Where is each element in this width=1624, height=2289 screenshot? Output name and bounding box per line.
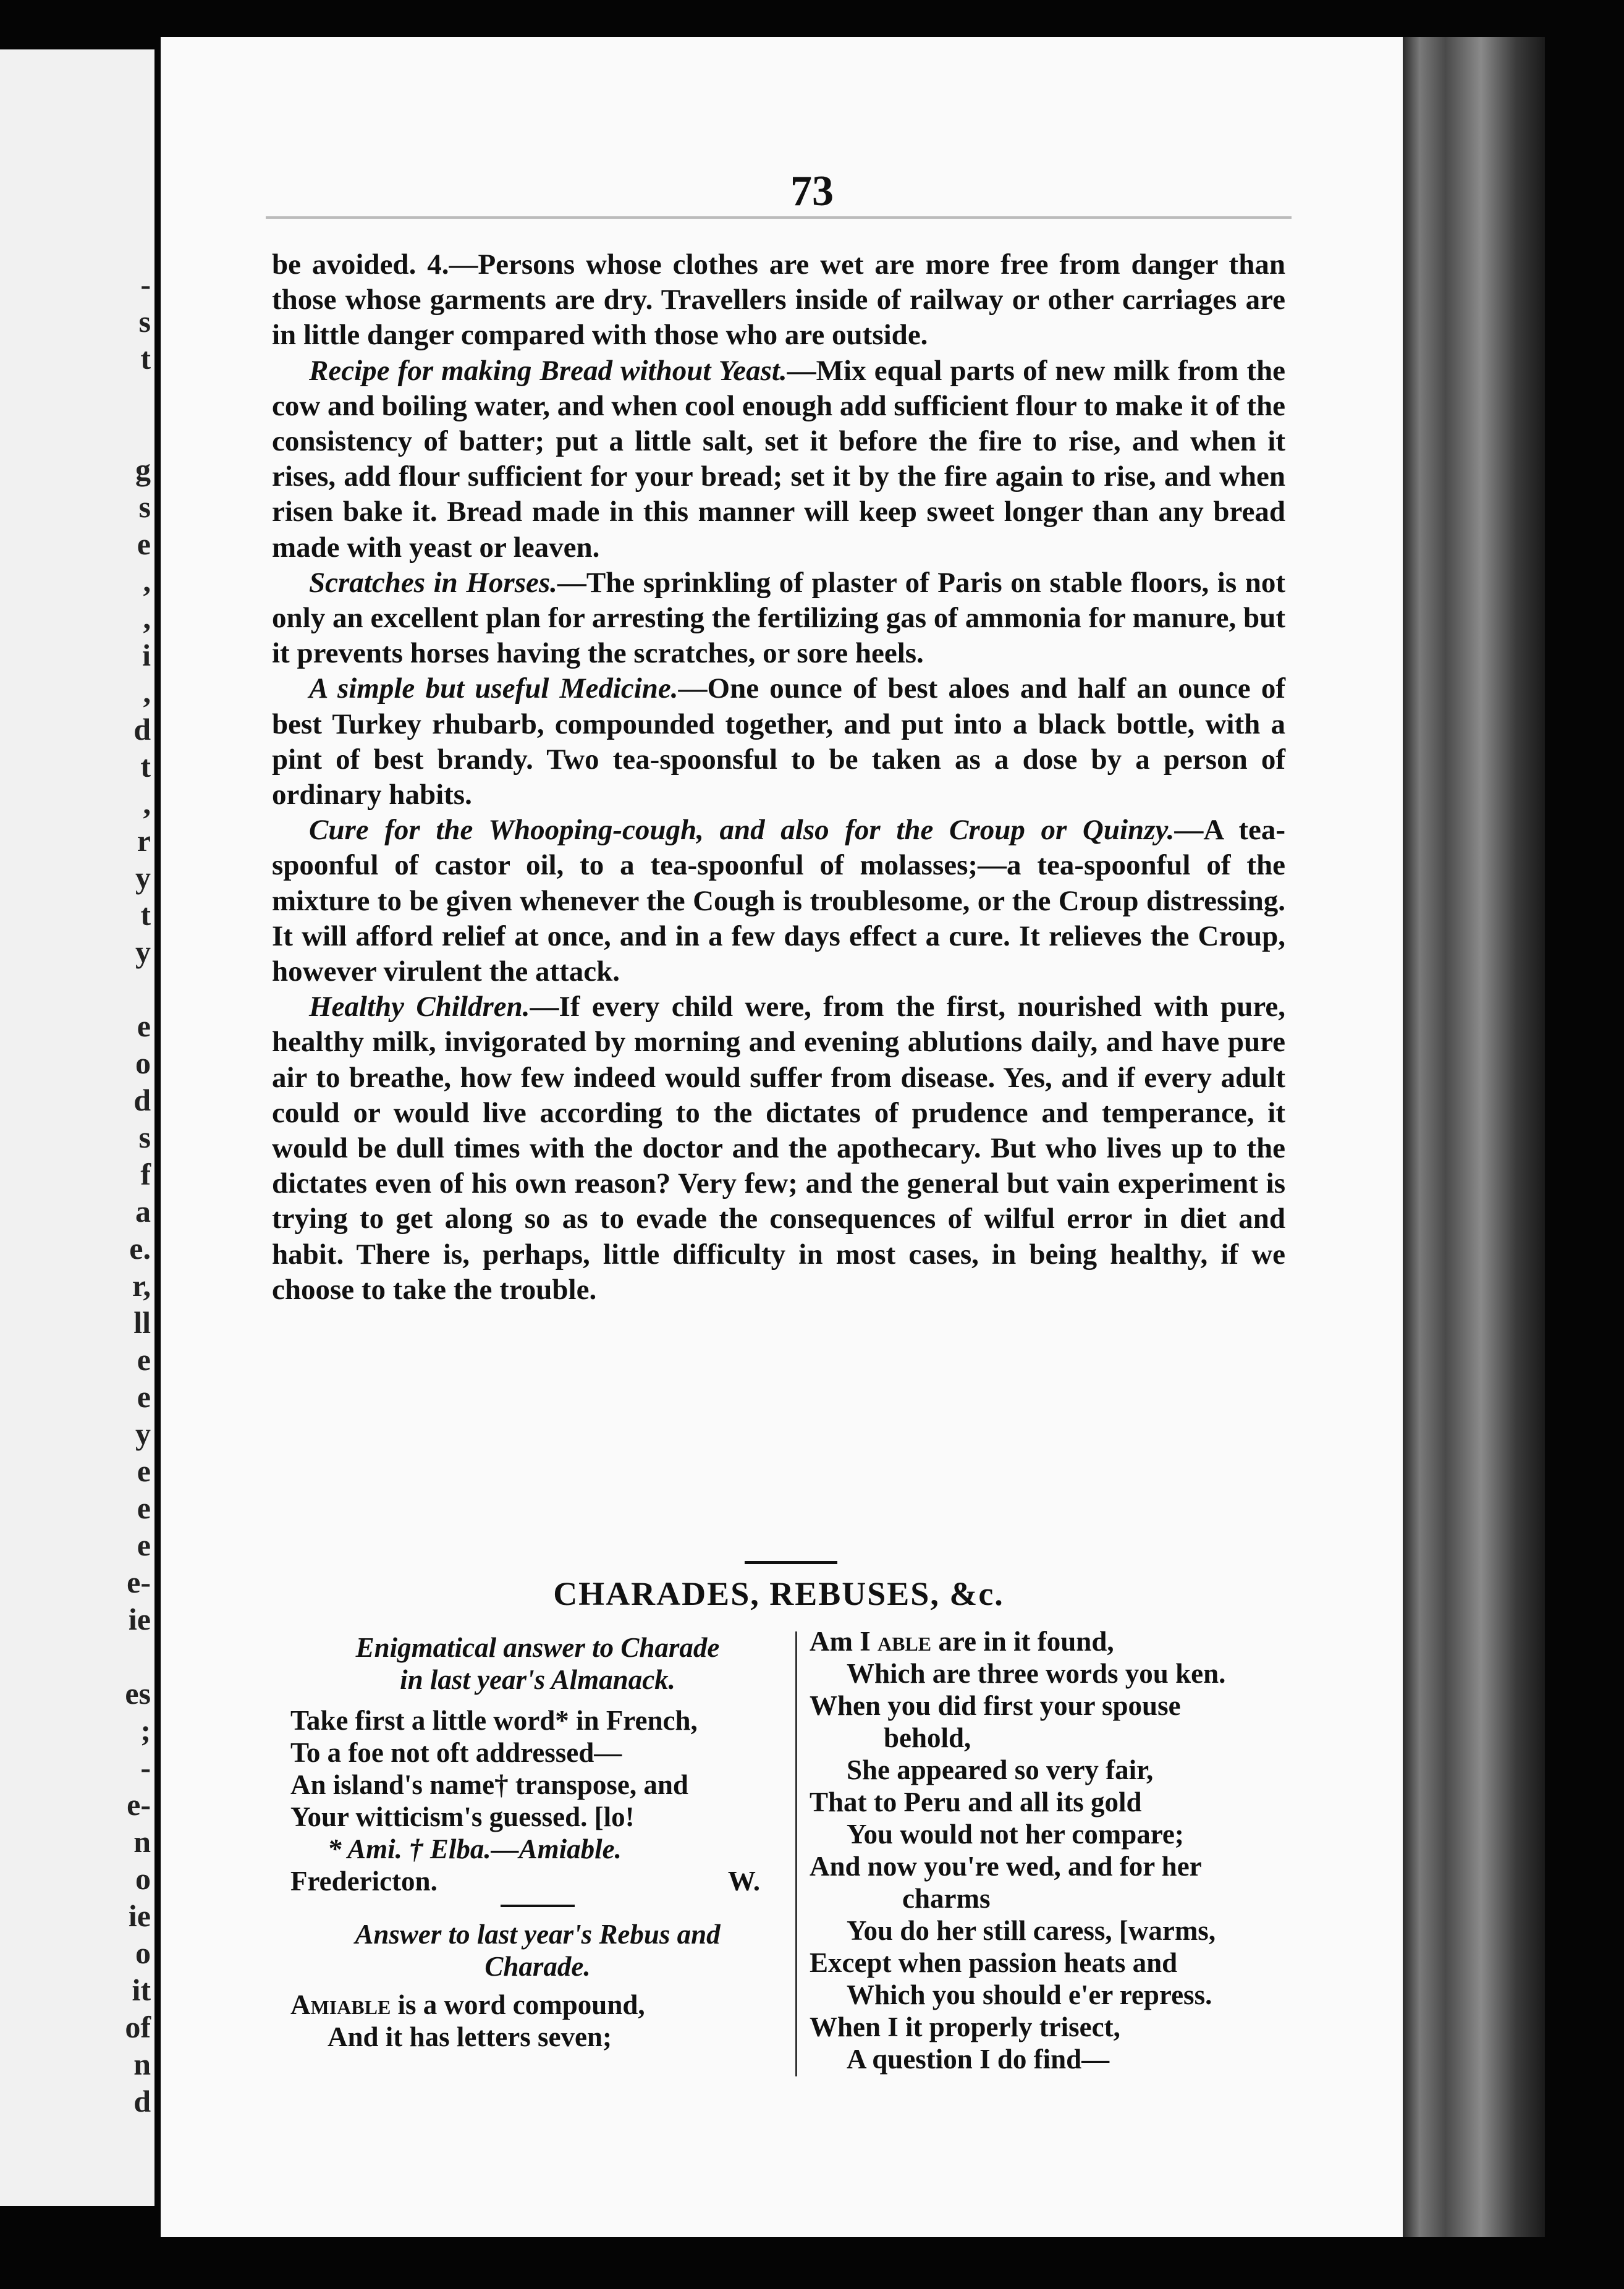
- footnote: * Ami. † Elba.—Amiable.: [328, 1834, 622, 1864]
- paragraph-title: Healthy Children.: [309, 991, 530, 1023]
- facing-page-edge-char: of: [125, 2010, 151, 2044]
- left-column: [290, 1631, 785, 2053]
- facing-page-edge-char: e-: [127, 1565, 151, 1599]
- facing-page-edge-char: e: [137, 527, 151, 561]
- facing-page-edge-char: -: [140, 267, 151, 302]
- facing-page-edge-char: ,: [143, 564, 151, 598]
- facing-page-edge-char: s: [138, 489, 151, 524]
- facing-page-edge-char: r,: [132, 1268, 151, 1303]
- charade-answer-title-line: Enigmatical answer to Charade: [355, 1632, 720, 1663]
- paragraph-medicine: [272, 671, 1285, 813]
- paragraph-text: —Mix equal parts of new milk from the cow and boiling water, and when cool enough add sufficient flour to make it of the consistency of batter; put a little salt, set it before the fire to rise, and when it rises, add flour sufficient for your bread; set it by the fire again to rise, and when risen bake it. Bread made in this manner will keep sweet longer than any bread made with yeast or leaven.: [272, 354, 1285, 564]
- facing-page-edge-char: o: [135, 1936, 151, 1970]
- verse-text: Am I: [810, 1626, 871, 1657]
- facing-page-edge-char: t: [140, 341, 151, 376]
- small-caps-word: able: [870, 1626, 932, 1657]
- facing-page-edge-char: f: [140, 1157, 151, 1191]
- column-divider: [795, 1631, 797, 2076]
- facing-page-edge-char: ,: [143, 675, 151, 709]
- verse-line: [290, 1989, 785, 2021]
- facing-page-edge-char: ;: [140, 1713, 151, 1748]
- paragraph-whooping-cough: [272, 813, 1285, 989]
- verse-line: behold,: [884, 1722, 971, 1753]
- verse-line: And now you're wed, and for her: [810, 1851, 1202, 1882]
- facing-page-edge-char: t: [140, 749, 151, 784]
- column-rule: [501, 1905, 575, 1907]
- facing-page-edge-char: r: [137, 823, 151, 858]
- facing-page-edge-char: [125, 377, 151, 414]
- verse-line: She appeared so very fair,: [847, 1754, 1154, 1785]
- rebus-answer-title-line: Charade.: [484, 1951, 591, 1982]
- facing-page-edge-char: i: [142, 638, 151, 672]
- verse-line: You do her still caress, [warms,: [847, 1915, 1216, 1946]
- facing-page-edge-char: es: [125, 1676, 151, 1711]
- verse-line: An island's name† transpose, and: [290, 1769, 688, 1800]
- facing-page-edge-char: y: [135, 934, 151, 969]
- facing-page-edge-char: ie: [128, 1602, 151, 1636]
- page-fore-edge: [1403, 37, 1545, 2237]
- small-caps-word: Amiable: [290, 1989, 391, 2020]
- section-divider: [745, 1561, 837, 1564]
- paragraph-persons: [272, 247, 1285, 353]
- right-column: [810, 1625, 1304, 2075]
- verse-text: is a word compound,: [391, 1989, 645, 2020]
- paragraph-text: —One ounce of best aloes and half an ounce of best Turkey rhubarb, compounded together, and put into a black bottle, with a pint of best brandy. Two tea-spoonsful to be taken as a dose by a person of ordinary habits.: [272, 672, 1286, 811]
- facing-page-edge-char: e: [137, 1342, 151, 1377]
- facing-page-edge-char: ll: [133, 1305, 151, 1340]
- facing-page-edge-char: -: [140, 1750, 151, 1785]
- facing-page-edge-char: n: [133, 1824, 151, 1859]
- facing-page-edge-char: e: [137, 1009, 151, 1043]
- verse-line: When you did first your spouse: [810, 1690, 1181, 1721]
- verse-line: Which are three words you ken.: [847, 1658, 1226, 1689]
- rebus-answer-title-line: Answer to last year's Rebus and: [355, 1919, 721, 1950]
- verse-line: [810, 1625, 1304, 1657]
- verse-line: You would not her compare;: [847, 1819, 1184, 1850]
- verse-line: Take first a little word* in French,: [290, 1705, 698, 1736]
- paragraph-title: Scratches in Horses.: [309, 566, 557, 599]
- facing-page-edge-char: o: [135, 1046, 151, 1080]
- facing-page-edge-char: e: [137, 1453, 151, 1488]
- facing-page-edge-char: o: [135, 1861, 151, 1896]
- facing-page-edge-char: e: [137, 1379, 151, 1414]
- facing-page-edge-char: a: [135, 1194, 151, 1229]
- facing-page-edge-char: e: [137, 1528, 151, 1562]
- facing-page-edge-char: n: [133, 2047, 151, 2081]
- facing-page-edge-char: d: [133, 2084, 151, 2118]
- facing-page-edge-char: e-: [127, 1787, 151, 1822]
- facing-page-edge-char: s: [138, 1120, 151, 1154]
- facing-page-edge-char: t: [140, 897, 151, 932]
- paragraph-text: —The sprinkling of plaster of Paris on stable floors, is not only an excellent plan for arresting the fertilizing gas of ammonia for manure, but it prevents horses having the scratches, or sore heels.: [272, 566, 1285, 670]
- paragraph-title: A simple but useful Medicine.: [309, 672, 679, 705]
- paragraph-title: Recipe for making Bread without Yeast.: [309, 354, 787, 387]
- paragraph-scratches: [272, 565, 1285, 672]
- verse-line: And it has letters seven;: [328, 2021, 612, 2052]
- facing-page-edge-char: ,: [143, 786, 151, 821]
- facing-page-edge-char: d: [133, 712, 151, 747]
- paragraph-text: —A tea-spoonful of castor oil, to a tea-spoonful of molasses;—a tea-spoonful of the mixture to be given whenever the Cough is troublesome, or the Croup distressing. It will afford relief at once, and in a few days effect a cure. It relieves the Croup, however virulent the attack.: [272, 814, 1285, 988]
- place-name: Fredericton.: [290, 1866, 438, 1897]
- facing-page-edge-char: e: [137, 1491, 151, 1525]
- paragraph-text: —If every child were, from the first, nourished with pure, healthy milk, invigorated by morning and evening ablutions daily, and have pure air to breathe, how few indeed would suffer from disease. Yes, and if every adult could or would live according to the dictates of prudence and temperance, it would be dull times with the doctor and the apothecary. But who lives up to the dictates even of his own reason? Very few; and the general but vain experiment is trying to get along so as to evade the consequences of wilful error in diet and habit. There is, perhaps, little difficulty in most cases, in being healthy, if we choose to take the trouble.: [272, 991, 1285, 1306]
- facing-page-edge-char: d: [133, 1083, 151, 1117]
- facing-page-edge-char: [125, 414, 151, 451]
- paragraph-healthy-children: [272, 989, 1285, 1308]
- facing-page: [0, 49, 154, 2206]
- signature-line: [290, 1865, 785, 1897]
- facing-page-edge-char: [125, 1638, 151, 1675]
- article-body: [272, 247, 1285, 1308]
- paragraph-bread-recipe: [272, 353, 1285, 565]
- verse-line: charms: [902, 1883, 991, 1914]
- facing-page-edge-char: e.: [129, 1231, 151, 1266]
- verse-line: Which you should e'er repress.: [847, 1979, 1212, 2010]
- charade-answer-title-line: in last year's Almanack.: [400, 1664, 675, 1695]
- header-rule: [266, 216, 1292, 219]
- verse-line: Your witticism's guessed. [lo!: [290, 1801, 635, 1832]
- author-initial: W.: [727, 1866, 760, 1897]
- verse-line: A question I do find—: [847, 2044, 1110, 2075]
- facing-page-edge-char: y: [135, 860, 151, 895]
- facing-page-edge-char: it: [132, 1973, 151, 2007]
- facing-page-edge-char: ,: [143, 601, 151, 635]
- paragraph-text: be avoided. 4.—Persons whose clothes are wet are more free from danger than those whose garments are dry. Travellers inside of railway or other carriages are in little danger compared with those who are outside.: [272, 248, 1285, 352]
- paragraph-title: Cure for the Whooping-cough, and also for the Croup or Quinzy.: [309, 814, 1175, 847]
- verse-line: That to Peru and all its gold: [810, 1787, 1142, 1817]
- verse-line: When I it properly trisect,: [810, 2012, 1120, 2042]
- page-number: 73: [790, 167, 834, 215]
- section-heading: CHARADES, REBUSES, &c.: [553, 1575, 1004, 1612]
- facing-page-edge-char: s: [138, 304, 151, 339]
- facing-page-edge-char: y: [135, 1416, 151, 1451]
- verse-line: Except when passion heats and: [810, 1947, 1178, 1978]
- facing-page-edge-char: g: [135, 452, 151, 487]
- facing-page-edge-char: ie: [128, 1898, 151, 1933]
- facing-page-edge-text: [125, 266, 151, 2120]
- facing-page-edge-char: [125, 970, 151, 1007]
- verse-line: To a foe not oft addressed—: [290, 1737, 622, 1768]
- verse-text: are in it found,: [931, 1626, 1114, 1657]
